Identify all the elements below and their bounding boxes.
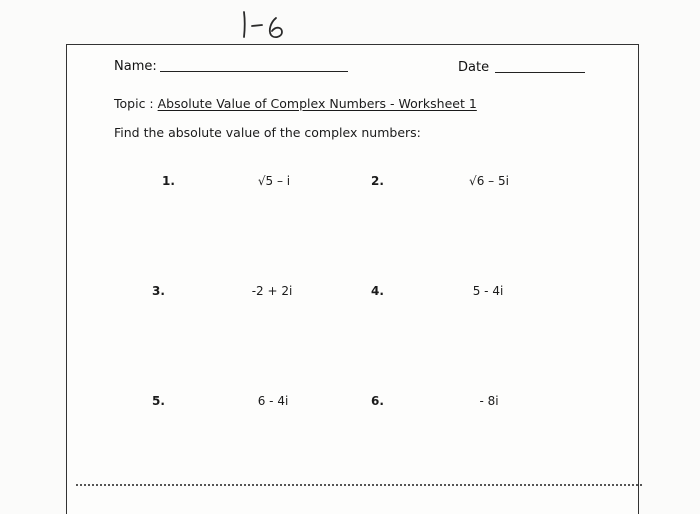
problem-number: 3. [152, 284, 165, 298]
problem-expression: √5 – i [257, 174, 291, 188]
problem-number: 2. [371, 174, 384, 188]
problem-expression: √6 – 5i [469, 174, 509, 188]
handwritten-note-drawing [238, 6, 302, 42]
problem-expression: - 8i [479, 394, 499, 408]
name-blank-line [160, 71, 348, 72]
problem-number: 5. [152, 394, 165, 408]
date-blank-line [495, 72, 585, 73]
date-label: Date [458, 60, 490, 75]
worksheet-page [66, 44, 639, 514]
handwritten-note [238, 6, 302, 42]
topic-title: Absolute Value of Complex Numbers - Worksheet 1 [157, 96, 477, 111]
problem-expression: 6 - 4i [257, 394, 289, 408]
problem-number: 1. [162, 174, 175, 188]
topic-line [114, 96, 477, 111]
topic-prefix: Topic : [114, 96, 158, 111]
bottom-divider [76, 484, 642, 486]
instructions: Find the absolute value of the complex numbers: [114, 125, 421, 140]
name-label: Name: [114, 59, 157, 74]
problem-number: 6. [371, 394, 384, 408]
problem-expression: 5 - 4i [472, 284, 504, 298]
problem-number: 4. [371, 284, 384, 298]
problem-expression: -2 + 2i [251, 284, 293, 298]
